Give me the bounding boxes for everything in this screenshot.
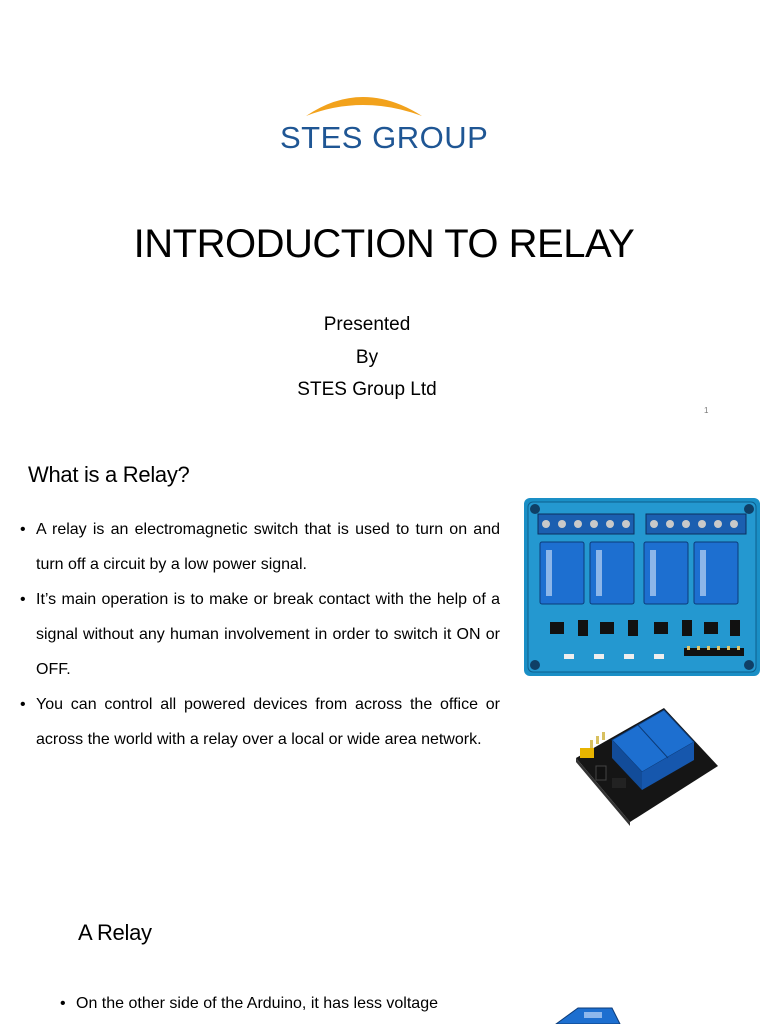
stes-group-logo <box>270 82 489 168</box>
company-name: STES Group Ltd <box>297 379 437 400</box>
slide-heading: What is a Relay? <box>28 462 190 487</box>
bullet-list <box>60 986 520 1021</box>
relay-module-icon <box>548 1004 628 1024</box>
by-label: By <box>355 347 379 368</box>
list-item: • You can control all powered devices from across the office or across the world with a relay over a local or wide area network. <box>20 687 500 757</box>
slide-title: INTRODUCTION TO RELAY <box>133 222 635 266</box>
list-item: • A relay is an electromagnetic switch that is used to turn on and turn off a circuit by a low power signal. <box>20 512 500 582</box>
bullet-list <box>20 512 500 757</box>
slide-heading: A Relay <box>78 920 152 945</box>
list-item: • It’s main operation is to make or break contact with the help of a signal without any human involvement in order to switch it ON or OFF. <box>20 582 500 687</box>
relay-4-channel-board-icon <box>524 498 760 676</box>
list-item: • On the other side of the Arduino, it has less voltage <box>60 986 520 1021</box>
a-relay-slide <box>0 860 768 1024</box>
what-is-relay-slide <box>0 430 768 860</box>
page-number: 1 <box>704 406 709 415</box>
presented-label: Presented <box>323 314 411 335</box>
relay-2-channel-module-icon <box>572 700 720 826</box>
title-slide <box>0 0 768 430</box>
logo-text: STES GROUP <box>280 120 489 155</box>
